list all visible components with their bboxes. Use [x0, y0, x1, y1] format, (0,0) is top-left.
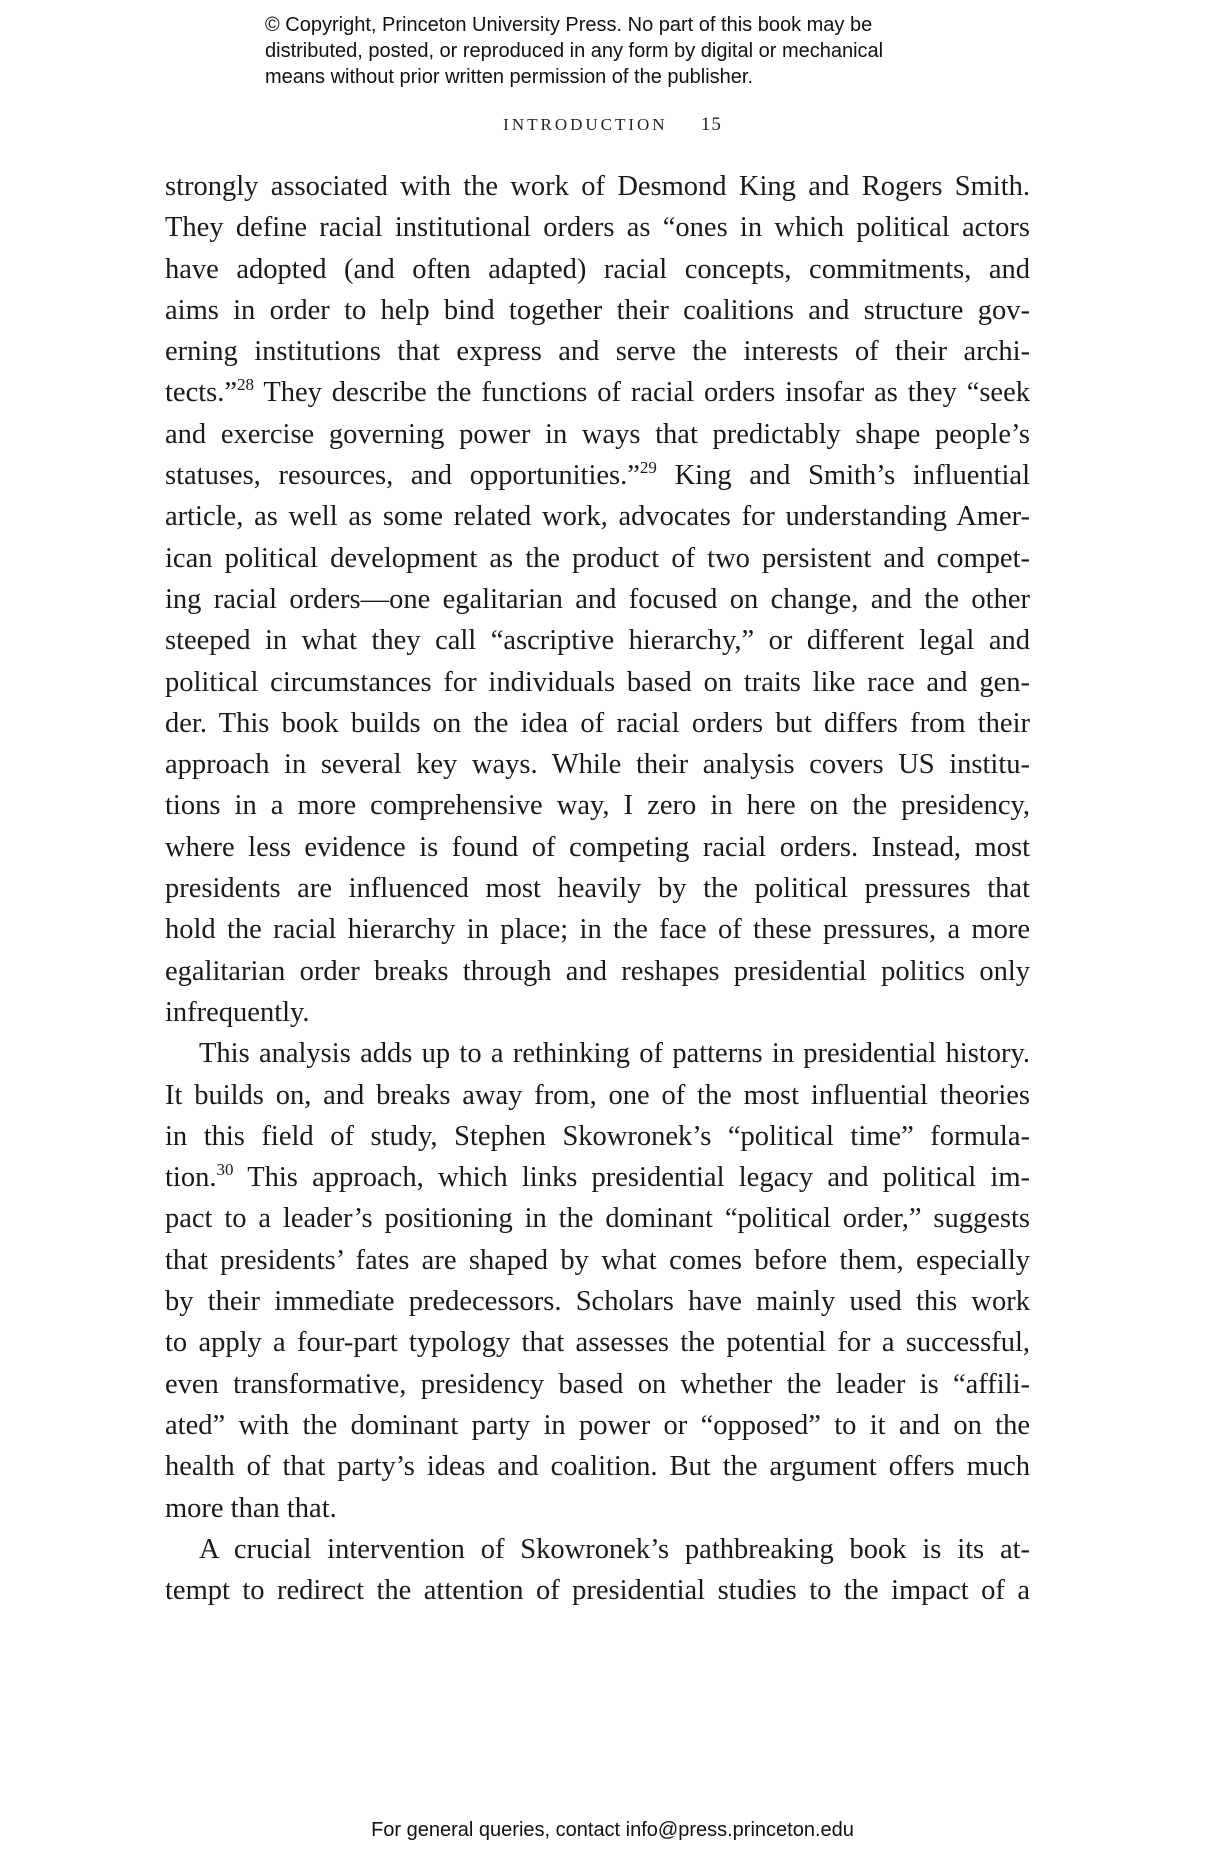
text-line: that presidents’ fates are shaped by what comes before them, especially — [165, 1244, 1030, 1276]
text-line: more than that. — [165, 1492, 337, 1524]
text-line: in this field of study, Stephen Skowronek’s “political time” formula- — [165, 1120, 1030, 1152]
text-fragment: tion. — [165, 1162, 217, 1194]
text-line: political circumstances for individuals based on traits like race and gen- — [165, 666, 1030, 698]
text-line — [165, 1157, 1030, 1198]
text-line: to apply a four-part typology that assesses the potential for a successful, — [165, 1327, 1030, 1359]
copyright-notice — [265, 12, 1025, 90]
text-line: ated” with the dominant party in power or “opposed” to it and on the — [165, 1409, 1030, 1441]
text-line: strongly associated with the work of Desmond King and Rogers Smith. — [165, 171, 1030, 202]
running-head-title: INTRODUCTION — [503, 115, 668, 134]
text-line: A crucial intervention of Skowronek’s pathbreaking book is its at- — [199, 1533, 1030, 1565]
footnote-marker: 29 — [639, 458, 657, 478]
text-fragment: tects.” — [165, 377, 238, 409]
text-line: presidents are influenced most heavily by the political pressures that — [165, 873, 1030, 905]
text-line: They define racial institutional orders as “ones in which political actors — [165, 212, 1030, 244]
text-line: aims in order to help bind together their coalitions and structure gov- — [165, 294, 1030, 326]
text-line: by their immediate predecessors. Scholars have mainly used this work — [165, 1286, 1030, 1318]
text-line: egalitarian order breaks through and reshapes presidential politics only — [165, 955, 1030, 987]
text-line: erning institutions that express and serve the interests of their archi- — [165, 336, 1030, 368]
text-line — [165, 372, 1030, 413]
text-line: hold the racial hierarchy in place; in the face of these pressures, a more — [165, 914, 1030, 946]
running-head — [0, 114, 1225, 136]
text-line: tions in a more comprehensive way, I zero in here on the presidency, — [165, 790, 1030, 822]
text-line: ican political development as the product of two persistent and compet- — [165, 542, 1030, 574]
body-text — [165, 166, 1030, 1611]
text-line: even transformative, presidency based on whether the leader is “affili- — [165, 1368, 1030, 1400]
text-line — [165, 455, 1030, 496]
text-fragment: They describe the functions of racial orders insofar as they “seek — [263, 377, 1030, 409]
copyright-line: distributed, posted, or reproduced in any form by digital or mechanical — [265, 40, 884, 62]
footnote-marker: 28 — [237, 375, 255, 395]
text-line: have adopted (and often adapted) racial concepts, commitments, and — [165, 253, 1030, 285]
text-line: der. This book builds on the idea of racial orders but differs from their — [165, 707, 1030, 739]
text-line: steeped in what they call “ascriptive hierarchy,” or different legal and — [165, 625, 1030, 657]
text-line: health of that party’s ideas and coalition. But the argument offers much — [165, 1451, 1030, 1483]
copyright-line: © Copyright, Princeton University Press. No part of this book may be — [265, 14, 873, 36]
text-line: infrequently. — [165, 996, 310, 1028]
text-line: approach in several key ways. While their analysis covers US institu- — [165, 749, 1030, 781]
text-fragment: This approach, which links presidential legacy and political im- — [247, 1162, 1030, 1194]
text-line: where less evidence is found of competing racial orders. Instead, most — [165, 831, 1030, 863]
footer-contact: For general queries, contact info@press.princeton.edu — [371, 1819, 854, 1841]
text-line: and exercise governing power in ways that predictably shape people’s — [165, 418, 1030, 450]
text-line: It builds on, and breaks away from, one of the most influential theories — [165, 1079, 1030, 1111]
text-line: This analysis adds up to a rethinking of patterns in presidential history. — [199, 1038, 1030, 1070]
text-line: ing racial orders—one egalitarian and focused on change, and the other — [165, 583, 1030, 615]
text-fragment: King and Smith’s influential — [674, 460, 1031, 492]
footnote-marker: 30 — [216, 1160, 234, 1180]
page-number: 15 — [700, 114, 722, 135]
text-line: pact to a leader’s positioning in the dominant “political order,” suggests — [165, 1203, 1030, 1235]
copyright-line: means without prior written permission of the publisher. — [265, 66, 754, 88]
text-line: tempt to redirect the attention of presidential studies to the impact of a — [165, 1575, 1030, 1607]
text-line: article, as well as some related work, advocates for understanding Amer- — [165, 501, 1030, 533]
text-fragment: statuses, resources, and opportunities.” — [165, 460, 640, 492]
